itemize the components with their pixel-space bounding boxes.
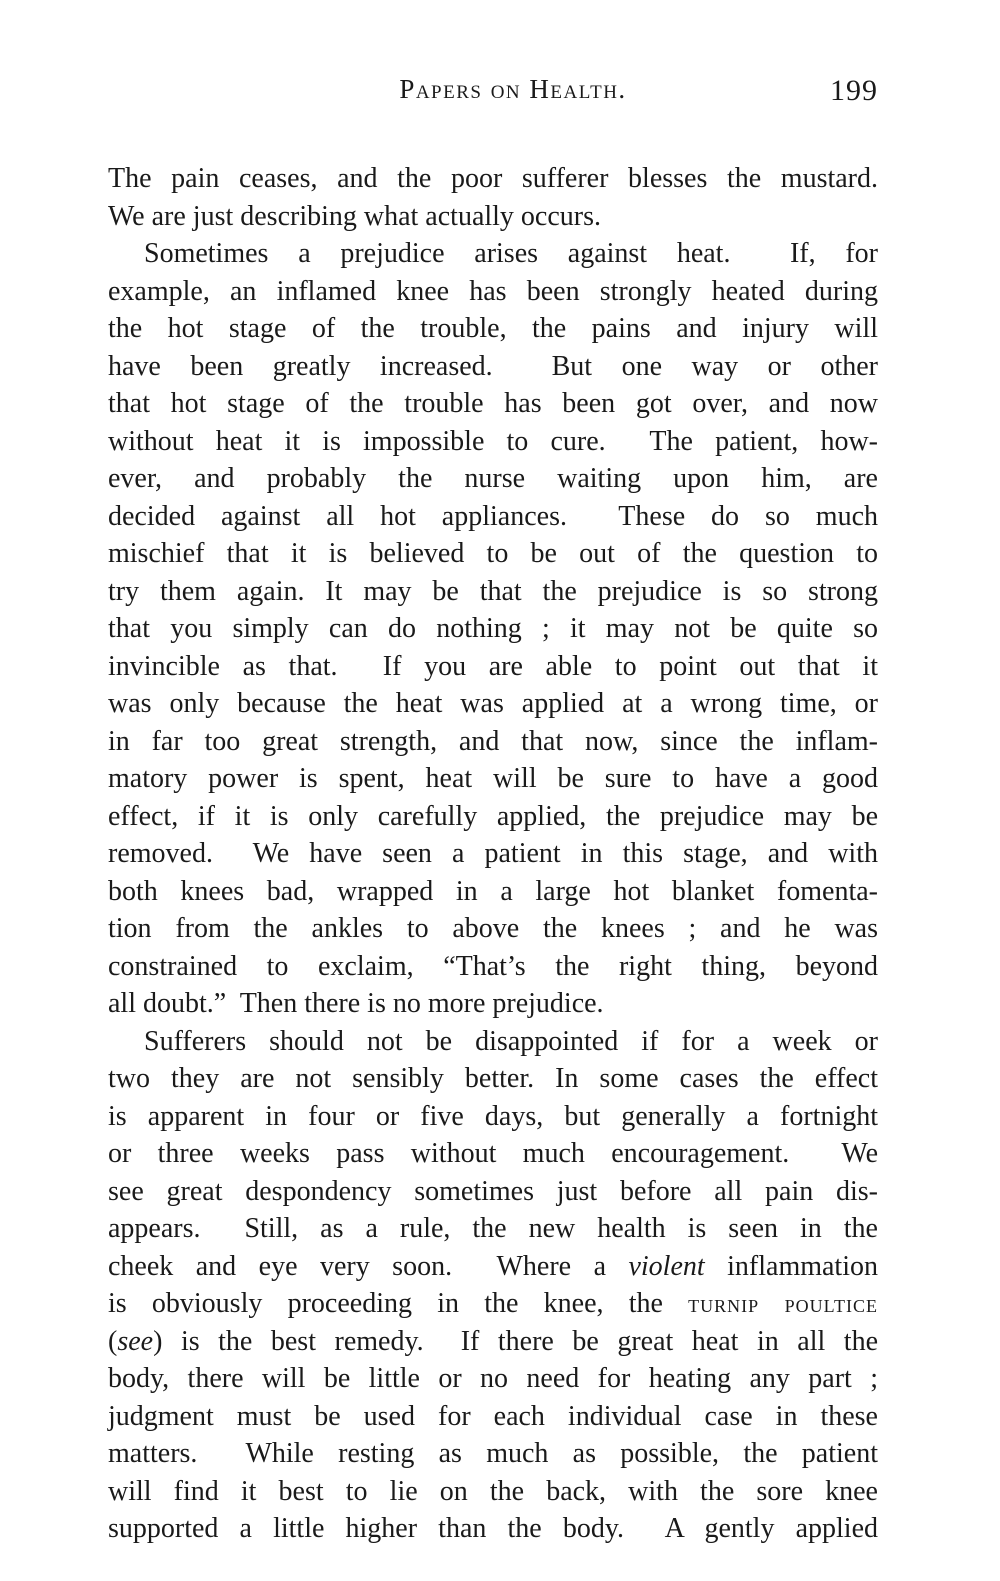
running-title: Papers on Health. (399, 74, 627, 104)
text-segment: ) is the best remedy. If there be great heat in all the (153, 1325, 878, 1357)
text-line (108, 460, 878, 498)
text-line (108, 1323, 878, 1361)
text-line (108, 423, 878, 461)
text-line (108, 685, 878, 723)
text-segment: tion from the ankles to above the knees ; and he was (108, 913, 878, 944)
text-segment: is obviously proceeding in the knee, the (108, 1288, 689, 1319)
text-line (108, 535, 878, 573)
text-segment: all doubt.” Then there is no more prejudice. (108, 988, 604, 1019)
text-segment: inflammation (704, 1250, 878, 1282)
text-line (108, 573, 878, 611)
text-segment: example, an inflamed knee has been strongly heated during (108, 275, 878, 307)
text-line (108, 273, 878, 311)
text-line (108, 1360, 878, 1398)
text-line (108, 798, 878, 836)
text-segment: judgment must be used for each individual case in these (108, 1400, 878, 1432)
text-segment: ( (108, 1325, 118, 1357)
text-segment: in far too great strength, and that now, since the inflam- (108, 725, 878, 757)
page-header (108, 74, 878, 114)
text-segment: We are just describing what actually occurs. (108, 200, 602, 232)
text-line (108, 648, 878, 686)
text-segment: body, there will be little or no need for heating any part ; (108, 1363, 878, 1394)
text-line (108, 160, 878, 198)
text-line (108, 610, 878, 648)
text-line (108, 985, 878, 1023)
text-segment: ever, and probably the nurse waiting upon him, are (108, 463, 878, 494)
text-line (108, 723, 878, 761)
italic-text: violent (628, 1250, 705, 1282)
text-line (108, 198, 878, 236)
text-segment: removed. We have seen a patient in this stage, and with (108, 838, 878, 869)
text-segment: cheek and eye very soon. Where a (108, 1250, 629, 1282)
text-segment: the hot stage of the trouble, the pains and injury will (108, 313, 878, 344)
text-line (108, 1248, 878, 1286)
text-line (108, 948, 878, 986)
italic-text: see (117, 1325, 154, 1357)
text-segment: matory power is spent, heat will be sure to have a good (108, 763, 878, 794)
text-segment: that hot stage of the trouble has been got over, and now (108, 388, 878, 419)
text-line (108, 1210, 878, 1248)
text-line (108, 1060, 878, 1098)
text-line (108, 1173, 878, 1211)
text-segment: will find it best to lie on the back, with the sore knee (108, 1475, 878, 1507)
text-line (108, 1135, 878, 1173)
text-segment: Sufferers should not be disappointed if for a week or (144, 1025, 878, 1057)
text-line (108, 910, 878, 948)
text-segment: without heat it is impossible to cure. The patient, how- (108, 425, 878, 457)
text-line (108, 498, 878, 536)
text-segment: decided against all hot appliances. These do so much (108, 500, 878, 532)
text-line (108, 348, 878, 386)
text-segment: both knees bad, wrapped in a large hot blanket fomenta- (108, 875, 878, 907)
text-segment: supported a little higher than the body. A gently applied (108, 1513, 878, 1544)
text-line (108, 1098, 878, 1136)
text-segment: matters. While resting as much as possible, the patient (108, 1438, 878, 1469)
text-segment: Sometimes a prejudice arises against heat. If, for (144, 238, 878, 269)
text-line (108, 1510, 878, 1548)
text-line (108, 835, 878, 873)
text-line (108, 760, 878, 798)
page-number: 199 (830, 74, 878, 107)
text-segment: appears. Still, as a rule, the new health is seen in the (108, 1213, 878, 1244)
text-segment: mischief that it is believed to be out of the question to (108, 538, 878, 569)
text-line (108, 385, 878, 423)
text-segment: effect, if it is only carefully applied, the prejudice may be (108, 800, 878, 832)
text-segment: try them again. It may be that the prejudice is so strong (108, 575, 878, 607)
text-line (108, 1473, 878, 1511)
text-line (108, 1023, 878, 1061)
text-segment: or three weeks pass without much encouragement. We (108, 1138, 878, 1169)
text-line (108, 1398, 878, 1436)
text-segment: see great despondency sometimes just before all pain dis- (108, 1175, 878, 1207)
text-segment: is apparent in four or five days, but generally a fortnight (108, 1100, 878, 1132)
text-segment: The pain ceases, and the poor sufferer blesses the mustard. (108, 163, 878, 194)
body-text (108, 160, 878, 1548)
text-segment: have been greatly increased. But one way or other (108, 350, 878, 382)
small-caps-text: turnip poultice (688, 1291, 878, 1318)
text-line (108, 235, 878, 273)
text-segment: was only because the heat was applied at a wrong time, or (108, 688, 878, 719)
text-line (108, 1285, 878, 1323)
text-segment: that you simply can do nothing ; it may not be quite so (108, 613, 878, 644)
text-line (108, 873, 878, 911)
text-line (108, 310, 878, 348)
text-line (108, 1435, 878, 1473)
text-segment: invincible as that. If you are able to point out that it (108, 650, 878, 682)
text-segment: two they are not sensibly better. In some cases the effect (108, 1063, 878, 1094)
text-segment: constrained to exclaim, “That’s the right thing, beyond (108, 950, 878, 982)
